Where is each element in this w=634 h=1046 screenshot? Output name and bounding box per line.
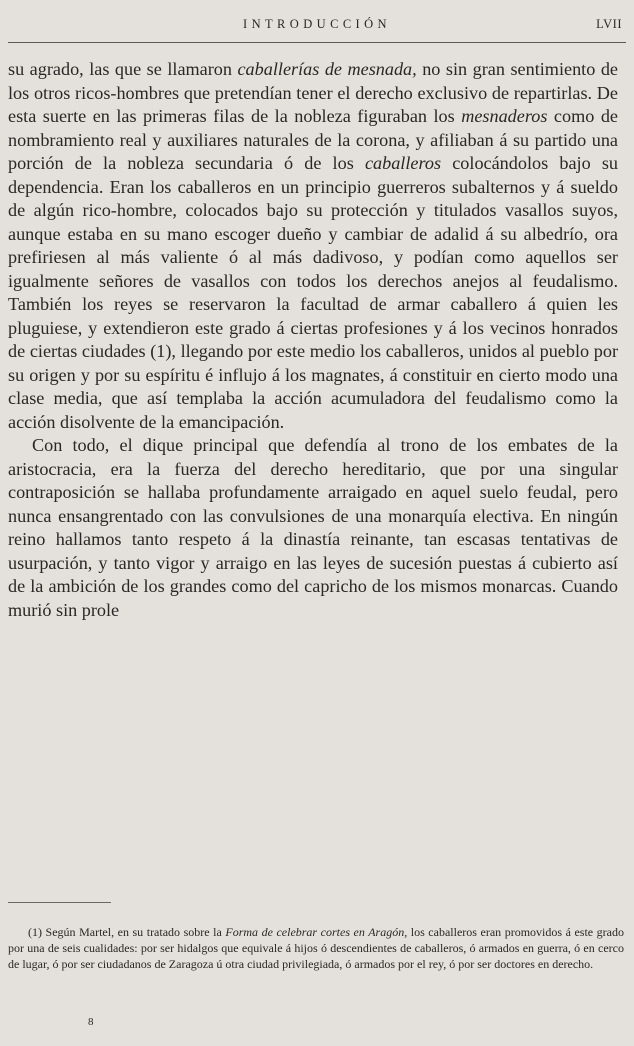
running-title: INTRODUCCIÓN: [243, 17, 391, 31]
italic-term: mesnaderos: [461, 106, 548, 126]
footnote-1: (1) Según Martel, en su tratado sobre la Forma de celebrar cortes en Aragón, los caballeros eran promovidos á este grado por una de seis cualidades: por ser hidalgos que equivale á hijos ó descendientes de caballeros, ó armados en guerra, ó en cerco de lugar, ó por ser ciudadanos de Zaragoza ú otra ciudad privilegiada, ó armados por el rey, ó por ser doctores en derecho.: [8, 925, 624, 972]
paragraph-2: Con todo, el dique principal que defendía al trono de los embates de la aristocracia, era la fuerza del derecho hereditario, que por una singular contraposición se hallaba profundamente arraigado en aquel suelo feudal, pero nunca ensangrentado con las convulsiones de una monarquía electiva. En ningún reino hallamos tanto respeto á la dinastía reinante, tan escasas tentativas de usurpación, y tanto vigor y arraigo en las leyes de sucesión puestas á cubierto así de la ambición de los grandes como del capricho de los mismos monarcas. Cuando murió sin prole: [8, 435, 618, 620]
header-rule: [8, 42, 626, 43]
main-text: [8, 58, 618, 622]
italic-term: caballeros: [364, 153, 442, 173]
signature-mark: 8: [88, 1016, 94, 1028]
italic-title: Forma de celebrar cortes en Aragón,: [225, 925, 408, 939]
page-header: [8, 12, 626, 36]
footnote: [8, 924, 624, 973]
italic-term: caballerías de mesnada,: [237, 59, 417, 79]
paragraph-1: su agrado, las que se llamaron caballerías de mesnada, no sin gran sentimiento de los otros ricos-hombres que pretendían tener el derecho exclusivo de repartirlas. De esta suerte en las primeras filas de la nobleza figuraban los mesnaderos como de nombramiento real y auxiliares naturales de la corona, y afiliaban á su partido una porción de la nobleza secundaria ó de los caballeros colocándolos bajo su dependencia. Eran los caballeros en un principio guerreros subalternos y á sueldo de algún rico-hombre, colocados bajo su protección y titulados vasallos suyos, aunque estaba en su mano escoger dueño y cambiar de adalid á su albedrío, ora prefiriesen al más valiente ó al más dadivoso, y podían como aquellos ser igualmente señores de vasallos con todos los derechos anejos al feudalismo. También los reyes se reservaron la facultad de armar caballero á quien les pluguiese, y extendieron este grado á ciertas profesiones y á los vecinos honrados de ciertas ciudades (1), llegando por este medio los caballeros, unidos al pueblo por su origen y por su espíritu é influjo á los magnates, á constituir en cierto modo una clase media, que así templaba la acción acumuladora del feudalismo como la acción disolvente de la emancipación.: [8, 59, 618, 432]
page-number: LVII: [596, 17, 622, 31]
footnote-rule: [8, 902, 111, 903]
